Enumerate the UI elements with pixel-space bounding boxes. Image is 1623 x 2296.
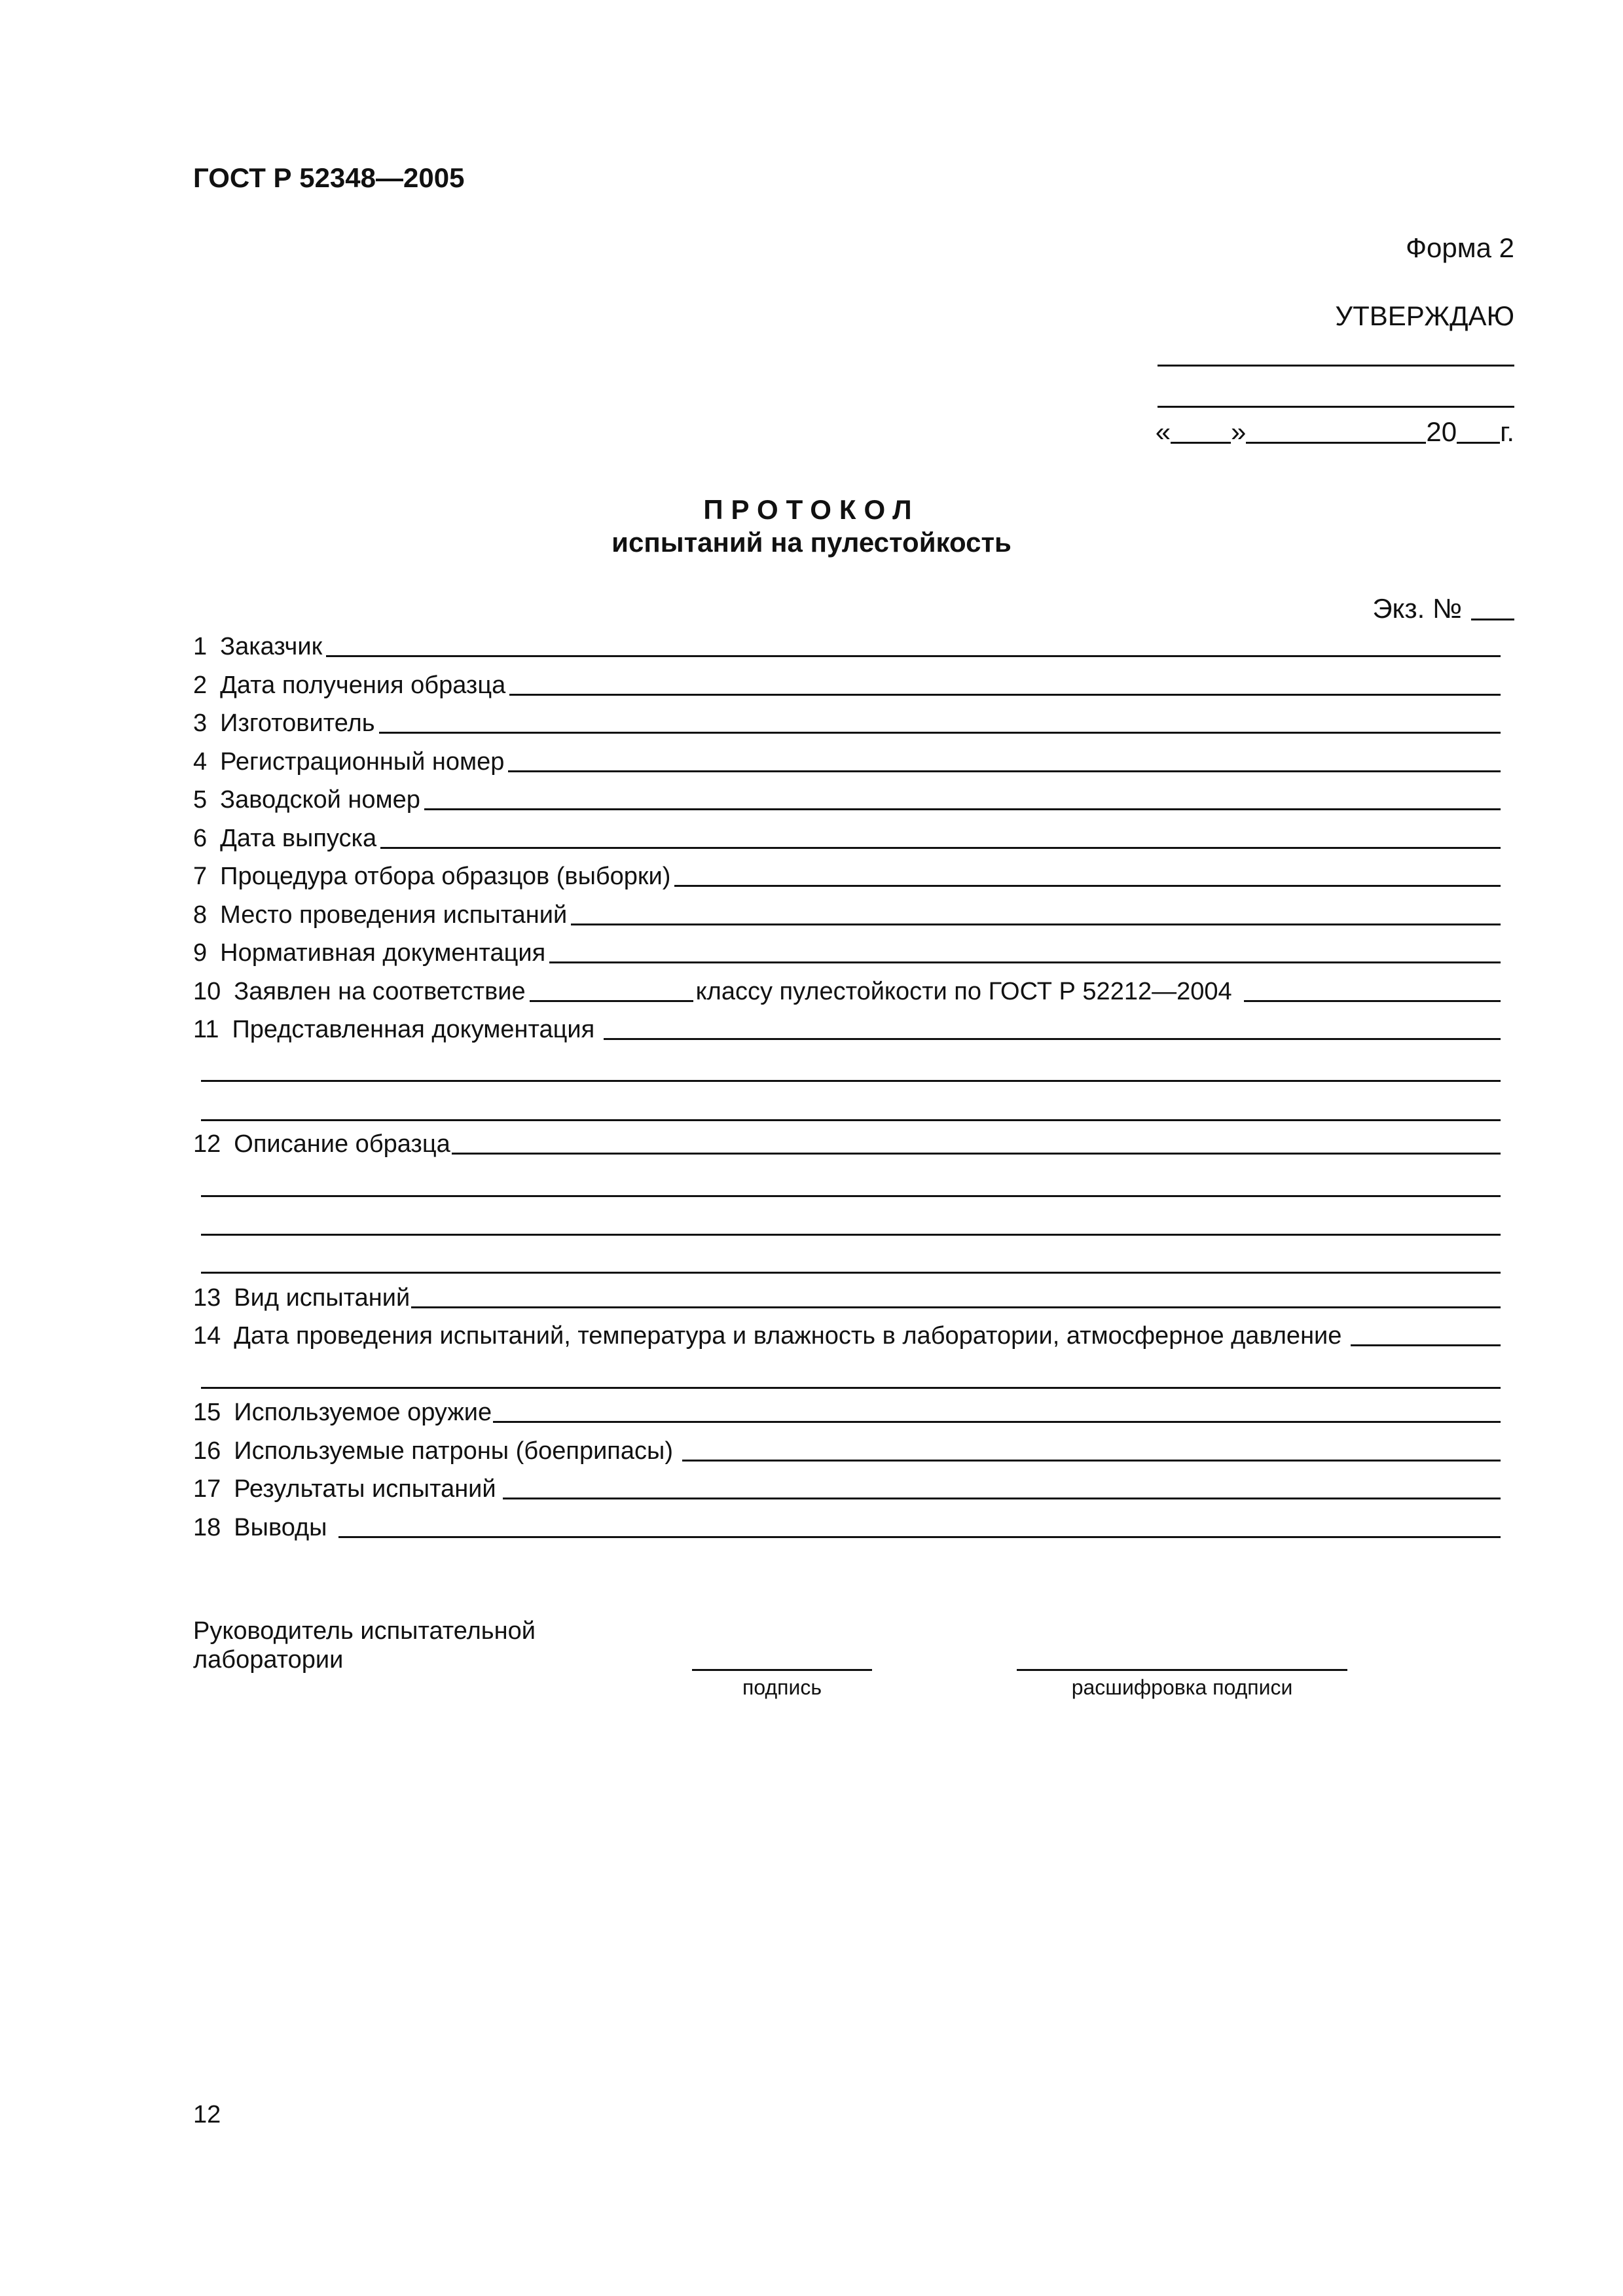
row-label: Заводской номер [220, 786, 420, 814]
form-row-test-conditions [193, 1318, 1501, 1350]
form-row-sample-received-date [193, 667, 1501, 700]
row-label: Заявлен на соответствие [234, 978, 526, 1005]
row-number: 12 [193, 1130, 221, 1158]
sampling-procedure-field[interactable] [674, 859, 1501, 887]
standard-number: ГОСТ Р 52348—2005 [193, 162, 465, 193]
row-number: 9 [193, 939, 208, 967]
form-row-sampling-procedure [193, 858, 1501, 891]
row-label: Процедура отбора образцов (выборки) [220, 863, 671, 890]
date-month-field[interactable] [1246, 416, 1426, 444]
row-label: Результаты испытаний [234, 1475, 496, 1503]
form-row-sample-description [193, 1126, 1501, 1158]
row-number: 15 [193, 1399, 221, 1426]
copy-number-label: Экз. № [1372, 593, 1462, 624]
row-number: 4 [193, 748, 208, 776]
approver-name-line[interactable] [1158, 406, 1514, 408]
weapon-field[interactable] [493, 1395, 1501, 1423]
serial-number-field[interactable] [424, 782, 1501, 810]
row-number: 14 [193, 1322, 221, 1350]
row-label: Представленная документация [232, 1016, 595, 1043]
approval-date [1156, 416, 1514, 448]
form-row-registration-number [193, 744, 1501, 776]
row-number: 11 [193, 1016, 219, 1043]
form-label: Форма 2 [1406, 232, 1514, 263]
signature-caption: подпись [742, 1676, 822, 1699]
conclusions-field[interactable] [338, 1510, 1501, 1538]
row-number: 18 [193, 1514, 221, 1541]
document-title: ПРОТОКОЛ [703, 494, 920, 525]
customer-field[interactable] [326, 629, 1501, 657]
row-label: Дата получения образца [220, 672, 506, 699]
submitted-docs-continuation-line[interactable] [201, 1119, 1501, 1121]
test-location-field[interactable] [571, 897, 1501, 925]
submitted-docs-field[interactable] [604, 1012, 1501, 1040]
form-row-serial-number [193, 781, 1501, 814]
sample-description-continuation-line[interactable] [201, 1234, 1501, 1236]
form-row-submitted-docs [193, 1011, 1501, 1044]
ammunition-field[interactable] [682, 1433, 1501, 1462]
release-date-field[interactable] [380, 821, 1501, 849]
registration-number-field[interactable] [508, 744, 1501, 772]
date-close-quote: » [1231, 416, 1247, 447]
row-number: 1 [193, 633, 208, 660]
document-subtitle: испытаний на пулестойкость [611, 527, 1012, 558]
date-open-quote: « [1155, 416, 1171, 447]
form-row-normative-docs [193, 935, 1501, 967]
sample-description-field[interactable] [452, 1126, 1501, 1155]
row-number: 6 [193, 825, 208, 852]
row-number: 16 [193, 1437, 221, 1465]
row-number: 3 [193, 709, 208, 737]
signature-line[interactable] [692, 1669, 872, 1671]
row-label: Дата проведения испытаний, температура и влажность в лаборатории, атмосферное давление [234, 1322, 1342, 1350]
form-row-weapon [193, 1394, 1501, 1427]
row-label: Используемые патроны (боеприпасы) [234, 1437, 673, 1465]
row-label: Заказчик [220, 633, 323, 660]
form-row-customer [193, 628, 1501, 661]
row-label: Место проведения испытаний [220, 901, 568, 929]
form-row-release-date [193, 820, 1501, 853]
form-row-conclusions [193, 1509, 1501, 1542]
normative-docs-field[interactable] [549, 935, 1501, 963]
approver-position-line[interactable] [1158, 365, 1514, 367]
row-number: 2 [193, 672, 208, 699]
manufacturer-field[interactable] [379, 706, 1501, 734]
date-year-field[interactable] [1457, 416, 1500, 444]
test-results-field[interactable] [503, 1471, 1501, 1499]
row-label: Используемое оружие [234, 1399, 492, 1426]
approve-label: УТВЕРЖДАЮ [1335, 300, 1514, 331]
sample-description-continuation-line[interactable] [201, 1272, 1501, 1274]
form-row-declared-conformity [193, 973, 1501, 1006]
row-label: Выводы [234, 1514, 327, 1541]
row-number: 13 [193, 1284, 221, 1312]
sample-description-continuation-line[interactable] [201, 1195, 1501, 1197]
row-number: 17 [193, 1475, 221, 1503]
form-row-test-results [193, 1471, 1501, 1503]
row-label-continuation: классу пулестойкости по ГОСТ Р 52212—2004 [695, 978, 1232, 1005]
test-conditions-field[interactable] [1351, 1318, 1501, 1346]
date-year-prefix: 20 [1426, 416, 1457, 447]
copy-number-field[interactable] [1471, 592, 1514, 620]
declared-conformity-field[interactable] [1244, 974, 1501, 1002]
date-year-suffix: г. [1500, 416, 1514, 447]
form-row-manufacturer [193, 705, 1501, 738]
sample-received-date-field[interactable] [509, 668, 1501, 696]
row-label: Вид испытаний [234, 1284, 410, 1312]
row-label: Изготовитель [220, 709, 375, 737]
date-day-field[interactable] [1171, 416, 1231, 444]
row-label: Регистрационный номер [220, 748, 505, 776]
row-number: 10 [193, 978, 221, 1005]
row-label: Описание образца [234, 1130, 450, 1158]
form-row-test-type [193, 1280, 1501, 1312]
row-label: Дата выпуска [220, 825, 377, 852]
submitted-docs-continuation-line[interactable] [201, 1080, 1501, 1082]
page-number: 12 [193, 2101, 221, 2128]
declared-class-field[interactable] [530, 974, 693, 1002]
row-number: 8 [193, 901, 208, 929]
form-row-test-location [193, 897, 1501, 929]
form-row-ammunition [193, 1433, 1501, 1465]
row-number: 5 [193, 786, 208, 814]
lab-head-label: Руководитель испытательной лаборатории [193, 1617, 536, 1674]
row-label: Нормативная документация [220, 939, 546, 967]
test-type-field[interactable] [411, 1280, 1501, 1308]
signature-decode-caption: расшифровка подписи [1071, 1676, 1293, 1699]
test-conditions-continuation-line[interactable] [201, 1387, 1501, 1389]
signature-decode-line[interactable] [1017, 1669, 1347, 1671]
copy-number [1372, 592, 1514, 624]
row-number: 7 [193, 863, 208, 890]
